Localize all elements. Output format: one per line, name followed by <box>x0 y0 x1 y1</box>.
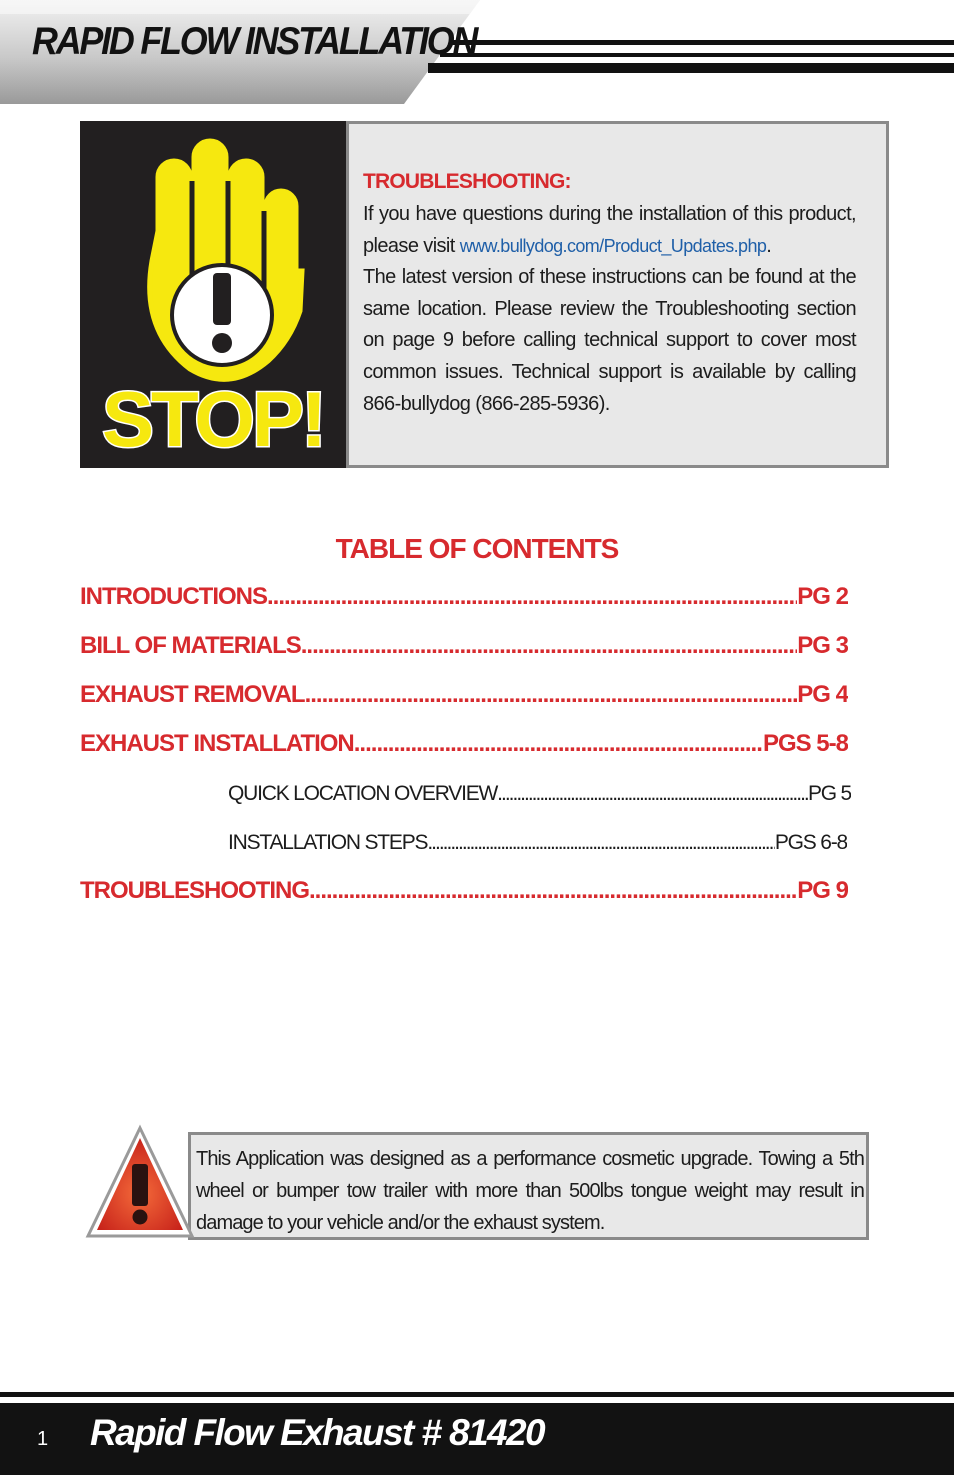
stop-hand-icon <box>80 121 346 468</box>
toc-entry[interactable] <box>80 681 848 715</box>
toc-leader-dots <box>305 681 798 709</box>
toc-leader-dots <box>301 632 798 660</box>
toc-entry-label: INSTALLATION STEPS <box>228 831 428 854</box>
toc-entry[interactable] <box>80 877 848 911</box>
toc-leader-dots <box>267 583 797 611</box>
footer-rule <box>0 1392 954 1397</box>
stop-graphic-panel <box>80 121 346 468</box>
toc-entry-page: PG 5 <box>807 782 851 805</box>
toc-entry[interactable] <box>80 632 848 666</box>
toc-heading: TABLE OF CONTENTS <box>335 533 619 564</box>
toc-entry-label: QUICK LOCATION OVERVIEW <box>228 782 498 805</box>
troubleshooting-body <box>363 199 856 420</box>
paragraph-text: . <box>766 234 772 257</box>
support-link[interactable]: www.bullydog.com/Product_Updates.php <box>459 235 767 256</box>
troubleshooting-paragraph-2: The latest version of these instructions can be found at the same location. Please review the Troubleshooting section on page 9 before calling technical support to cover most common issues. Technical support is available by calling 866-bullydog (866-285-5936). <box>363 266 856 415</box>
footer-product-title: Rapid Flow Exhaust # 81420 <box>90 1412 544 1453</box>
toc-entry-page: PG 2 <box>797 583 848 610</box>
toc-entry[interactable] <box>80 730 848 764</box>
toc-leader-dots <box>354 730 763 758</box>
toc-entry-label: EXHAUST REMOVAL <box>80 681 305 708</box>
toc-entry-label: TROUBLESHOOTING <box>80 877 309 904</box>
toc-entry-page: PGS 6-8 <box>774 831 847 854</box>
toc-entry-page: PG 4 <box>797 681 848 708</box>
paragraph-text: If you have questions during the installation of this product, please visit <box>363 203 856 257</box>
troubleshooting-panel <box>346 121 889 468</box>
toc-subentry[interactable] <box>228 782 851 812</box>
toc-entry-page: PG 9 <box>797 877 848 904</box>
toc-entry-label: BILL OF MATERIALS <box>80 632 301 659</box>
troubleshooting-paragraph-1 <box>363 199 856 262</box>
toc-entry-label: INTRODUCTIONS <box>80 583 267 610</box>
toc-leader-dots <box>497 782 808 806</box>
header-stripe <box>440 53 954 57</box>
towing-warning-box <box>188 1132 869 1240</box>
stop-label: STOP! <box>102 375 324 463</box>
toc-leader-dots <box>427 831 775 855</box>
toc-entry-label: EXHAUST INSTALLATION <box>80 730 354 757</box>
toc-entry-page: PG 3 <box>797 632 848 659</box>
toc-subentry[interactable] <box>228 831 847 861</box>
towing-warning-text: This Application was designed as a performance cosmetic upgrade. Towing a 5th wheel or bumper tow trailer with more than 500lbs tongue weight may result in damage to your vehicle and/or the exhaust system. <box>196 1148 864 1234</box>
troubleshooting-heading: TROUBLESHOOTING: <box>363 170 571 193</box>
page-header-title: RAPID FLOW INSTALLATION <box>32 20 477 63</box>
header-stripe <box>428 63 954 73</box>
warning-triangle-icon <box>84 1124 196 1240</box>
stop-notice <box>80 121 889 468</box>
toc-entry[interactable] <box>80 583 848 617</box>
toc-leader-dots <box>309 877 797 905</box>
page-number: 1 <box>37 1428 49 1450</box>
header-stripe <box>450 40 954 45</box>
toc-entry-page: PGS 5-8 <box>762 730 848 757</box>
